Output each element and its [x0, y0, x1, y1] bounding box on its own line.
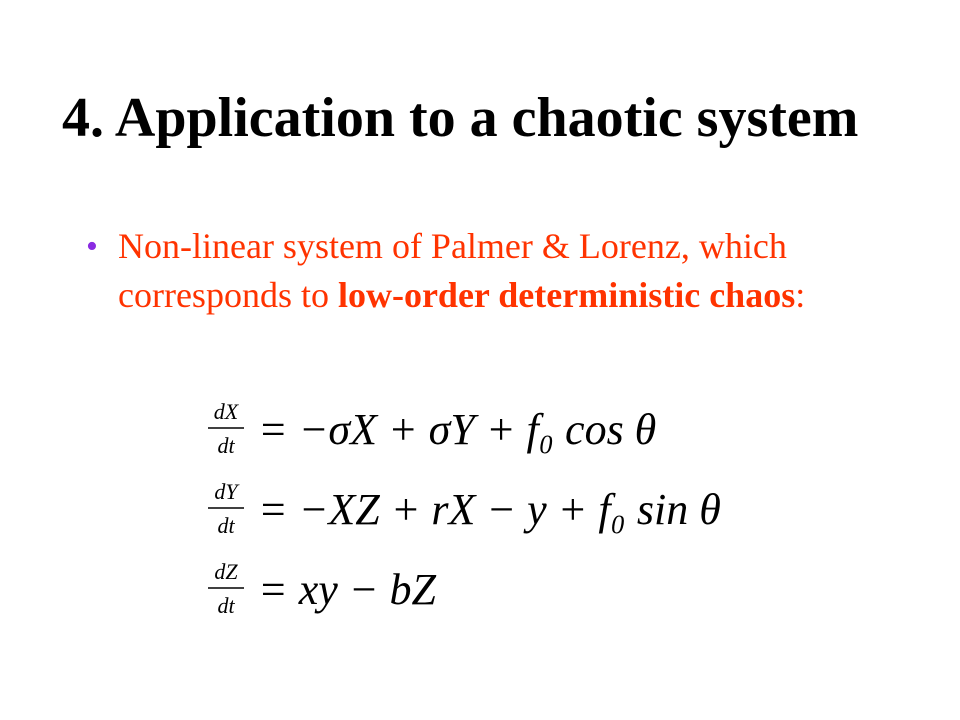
bullet-marker: • [86, 228, 98, 265]
bullet-text-part1: Non-linear system of Palmer & Lorenz, which corresponds to [118, 226, 787, 315]
bullet-text-bold: low-order deterministic chaos [337, 275, 796, 315]
eq3-lhs-denominator: dt [217, 593, 235, 618]
equation-1 [208, 399, 656, 458]
eq2-lhs-numerator: dY [214, 479, 238, 504]
eq3-lhs-numerator: dZ [214, 559, 238, 584]
equation-2 [208, 479, 721, 538]
bullet-text-part2: : [795, 275, 806, 315]
eq1-lhs-numerator: dX [213, 399, 239, 424]
eq2-rhs: = −XZ + rX − y + f₀ sin θ [258, 485, 721, 534]
equation-3 [208, 559, 436, 618]
bullet-text [118, 222, 878, 320]
eq3-rhs: = xy − bZ [258, 565, 436, 614]
eq2-lhs-denominator: dt [217, 513, 235, 538]
equations-svg [200, 388, 800, 638]
eq1-lhs-denominator: dt [217, 433, 235, 458]
slide-title: 4. Application to a chaotic system [62, 87, 859, 149]
eq1-rhs: = −σX + σY + f₀ cos θ [258, 405, 657, 454]
equation-block [200, 388, 800, 638]
